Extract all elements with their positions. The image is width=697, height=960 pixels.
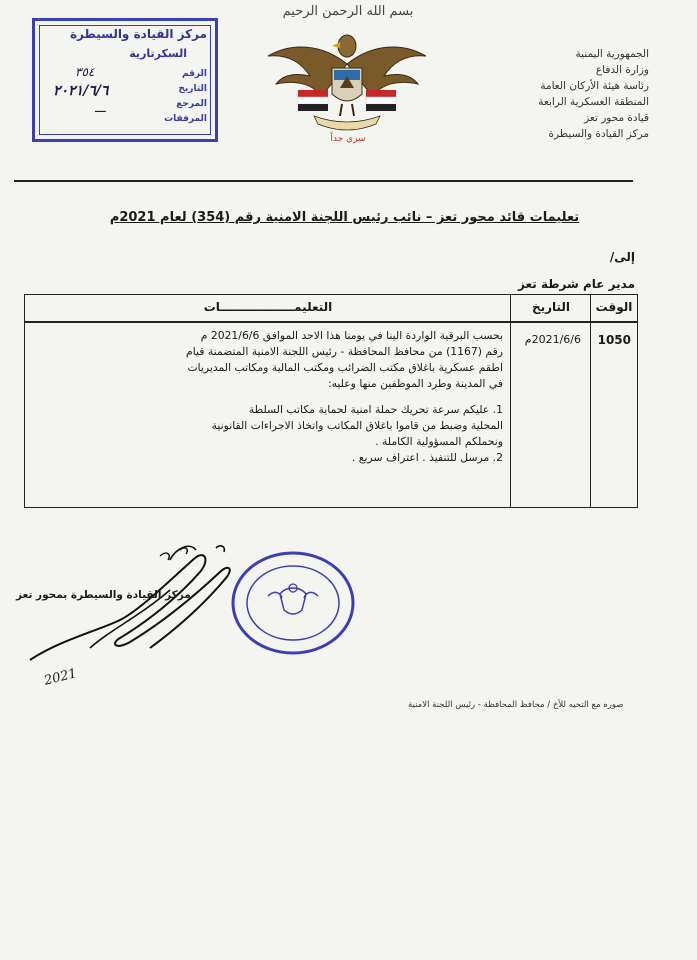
instruction-item-1-line: ونحملكم المسؤولية الكاملة .	[375, 435, 503, 448]
stamp-label-date: التاريخ	[178, 84, 207, 94]
yemen-eagle-emblem-icon	[262, 24, 432, 144]
stamp-title: مركز القيادة والسيطرة	[69, 27, 207, 41]
paragraph-line: اطقم عسكرية باغلاق مكتب الضرائب ومكتب المالية ومكاتب المديريات	[187, 361, 503, 374]
date-column	[510, 295, 591, 507]
instruction-item-1-line: المحلية وضبط من قاموا باغلاق المكاتب واتخاذ الاجراءات القانونية	[211, 419, 503, 432]
copy-to-note: صوره مع التحيه للأخ / محافظ المحافظة - رئيس اللجنة الامنية	[408, 700, 624, 710]
header-divider	[14, 180, 633, 182]
header-date: التاريخ	[531, 300, 571, 314]
signature-year: 2021	[42, 666, 79, 689]
letterhead	[538, 46, 649, 142]
letterhead-line-axis: قيادة محور تعز	[584, 112, 649, 124]
secretariat-stamp	[32, 18, 218, 142]
header-instructions: التعليمــــــــــــــــــات	[203, 300, 333, 314]
round-official-stamp	[228, 548, 358, 658]
letterhead-line-ministry: وزارة الدفاع	[595, 64, 649, 76]
document-title: تعليمات قائد محور تعز – نائب رئيس اللجنة الامنية رقم (354) لعام 2021م	[109, 210, 580, 225]
to-label: إلى/	[609, 250, 635, 264]
stamp-label-number: الرقم	[181, 69, 207, 79]
letterhead-line-region: المنطقة العسكرية الرابعة	[538, 96, 649, 108]
table-header-divider	[25, 321, 637, 323]
paragraph-line: بحسب البرقية الواردة الينا في يومنا هذا الاحد الموافق 2021/6/6 م	[200, 329, 503, 342]
letterhead-line-republic: الجمهورية اليمنية	[575, 48, 649, 60]
header-time: الوقت	[595, 300, 633, 314]
stamp-label-reference: المرجع	[176, 99, 207, 109]
classification-label: سري جداً	[330, 134, 366, 144]
cell-date: 2021/6/6م	[524, 333, 581, 346]
instruction-item-1-line: 1. عليكم سرعة تحريك حملة امنية لحماية مكاتب السلطة	[248, 403, 503, 416]
instructions-table	[24, 294, 638, 508]
stamp-ref-handwritten: ـــ	[95, 101, 106, 115]
stamp-date-handwritten: ٢٠٢١/٦/٦	[53, 83, 109, 99]
instruction-item-2: 2. مرسل للتنفيذ . اعتراف سريع .	[351, 451, 503, 464]
cell-time: 1050	[597, 333, 631, 347]
instructions-body	[33, 328, 503, 466]
stamp-number-handwritten: ٣٥٤	[75, 65, 95, 79]
signature-label: مركز القيادة والسيطرة بمحور تعز	[16, 589, 191, 601]
letterhead-line-staff: رئاسة هيئة الأركان العامة	[540, 80, 649, 92]
addressee: مدير عام شرطة تعز	[518, 277, 635, 291]
stamp-subtitle: السكرتارية	[129, 47, 187, 60]
basmala: بسم الله الرحمن الرحيم	[282, 4, 414, 19]
paragraph-line: رقم (1167) من محافظ المحافظة - رئيس اللجنة الامنية المتضمنة قيام	[186, 345, 503, 358]
time-column	[590, 295, 637, 507]
paragraph-line: في المدينة وطرد الموظفين منها وعليه:	[327, 377, 503, 390]
stamp-label-attachments: المرفقات	[164, 114, 207, 124]
letterhead-line-center: مركز القيادة والسيطرة	[548, 128, 649, 140]
